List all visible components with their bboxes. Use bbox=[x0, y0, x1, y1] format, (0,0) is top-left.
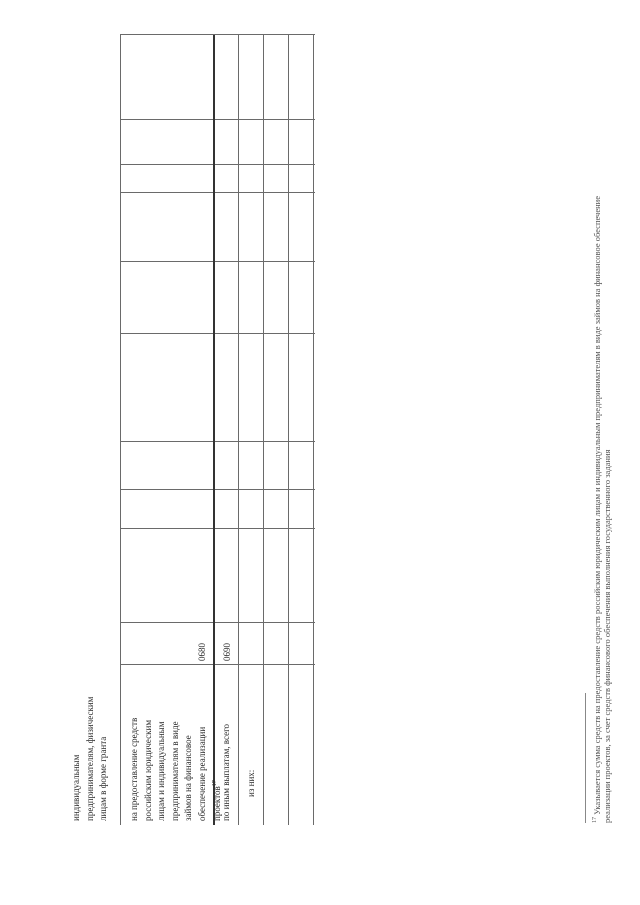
table-column-border bbox=[120, 441, 315, 442]
table-column-border bbox=[120, 34, 315, 35]
footnote bbox=[590, 13, 612, 823]
table-row-border bbox=[238, 35, 239, 825]
table-column-border bbox=[120, 489, 315, 490]
label-line: займов на финансовое bbox=[183, 735, 193, 821]
table-row-border bbox=[313, 35, 314, 825]
footnote-line: реализации проектов, за счет средств финансового обеспечения выполнения государственного задания bbox=[601, 449, 612, 823]
table-column-border bbox=[120, 664, 315, 665]
table-row-label bbox=[245, 770, 259, 797]
row-code: 0680 bbox=[197, 643, 207, 661]
label-line: лицам в форме гранта bbox=[98, 736, 108, 821]
footnote-mark: 17 bbox=[592, 817, 598, 823]
label-text: проектов bbox=[212, 786, 222, 821]
table-row-border bbox=[288, 35, 289, 825]
row-code: 0690 bbox=[222, 643, 232, 661]
table-row-border bbox=[213, 35, 215, 825]
label-line: из них: bbox=[246, 769, 256, 797]
table-column-border bbox=[120, 261, 315, 262]
table-column-border bbox=[120, 119, 315, 120]
footnote-ref: 17 bbox=[212, 780, 218, 787]
label-line: российским юридическим bbox=[142, 719, 153, 821]
table-column-border bbox=[120, 622, 315, 623]
table-row-label bbox=[70, 697, 111, 821]
table-column-border bbox=[120, 528, 315, 529]
table-column-border bbox=[120, 333, 315, 334]
table-row-border bbox=[120, 35, 121, 825]
label-line: на предоставление средств bbox=[129, 717, 139, 821]
label-line: по иным выплатам, всего bbox=[221, 723, 231, 821]
footnote-text: Указывается сумма средств на предоставление средств российским юридическим лицам и индивидуальным предпринимателям в виде займов на финансовое обеспечение bbox=[591, 196, 602, 815]
label-line: предпринимателям в виде bbox=[169, 721, 180, 821]
label-line: обеспечение реализации bbox=[196, 726, 207, 821]
footnote-line bbox=[590, 13, 602, 823]
footnote-separator bbox=[585, 693, 586, 823]
table-row-label bbox=[220, 724, 234, 821]
label-line: индивидуальным bbox=[71, 754, 81, 821]
table-column-border bbox=[120, 164, 315, 165]
label-line: предпринимателям, физическим bbox=[84, 696, 95, 821]
table-row-label bbox=[128, 718, 225, 821]
table-column-border bbox=[120, 192, 315, 193]
table-row-border bbox=[263, 35, 264, 825]
label-line: лицам и индивидуальным bbox=[156, 721, 166, 821]
